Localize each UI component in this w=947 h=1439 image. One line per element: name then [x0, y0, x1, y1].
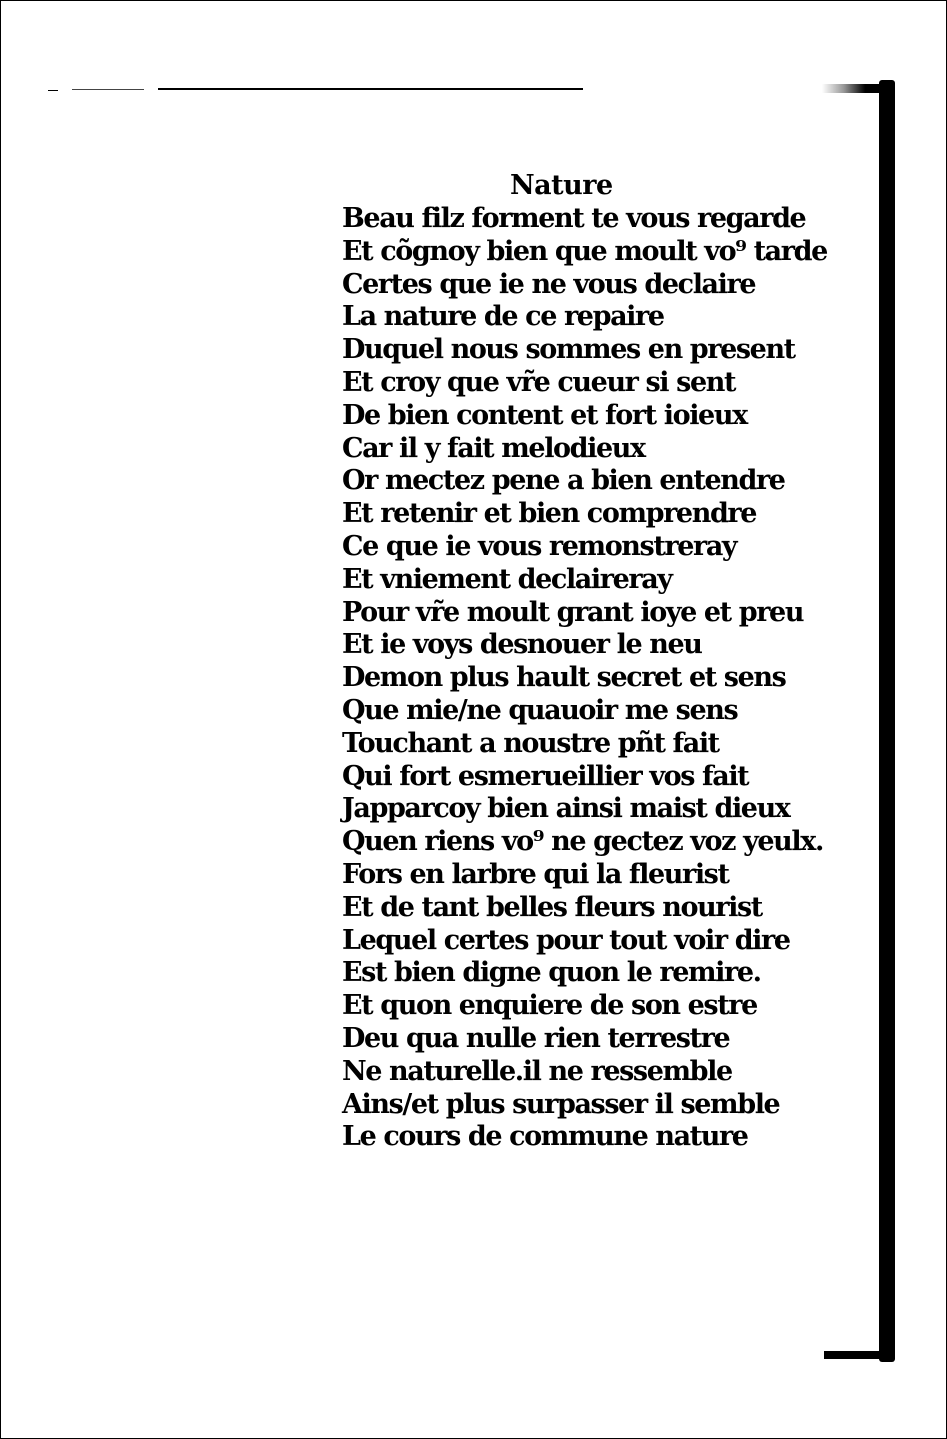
verse-line: Et ie voys desnouer le neu — [342, 629, 702, 661]
verse-line: Et retenir et bien comprendre — [342, 498, 757, 530]
verse-line: Que mie/ne quauoir me sens — [342, 694, 738, 726]
verse-line: Et croy que vr̃e cueur si sent — [342, 366, 736, 398]
verse-line: Le cours de commune nature — [342, 1121, 748, 1153]
page-heading: Nature — [510, 170, 613, 201]
verse-line: Beau filz forment te vous regarde — [342, 203, 806, 234]
verse-line: Certes que ie ne vous declaire — [342, 268, 756, 300]
verse-line: La nature de ce repaire — [342, 301, 664, 333]
verse-line: Ne naturelle.il ne ressemble — [342, 1055, 732, 1087]
verse-line: Et cõgnoy bien que moult vo⁹ tarde — [342, 235, 827, 267]
verse-line: Fors en larbre qui la fleurist — [342, 858, 729, 890]
binding-corner-bottom — [824, 1351, 894, 1359]
verse-line: Quen riens vo⁹ ne gectez voz yeulx. — [342, 826, 823, 858]
verse-line: De bien content et fort ioieux — [342, 399, 747, 431]
verse-text — [342, 203, 827, 1154]
top-rule — [158, 88, 583, 90]
verse-line: Est bien digne quon le remire. — [342, 957, 761, 989]
verse-line: Lequel certes pour tout voir dire — [342, 924, 790, 956]
verse-line: Pour vr̃e moult grant ioye et preu — [342, 596, 804, 628]
verse-line: Demon plus hault secret et sens — [342, 662, 786, 694]
verse-line: Touchant a noustre pñt fait — [342, 727, 719, 759]
top-rule-fragment — [48, 90, 58, 91]
verse-line: Qui fort esmerueillier vos fait — [342, 760, 749, 792]
page-edge-binding — [879, 80, 895, 1362]
verse-line: Et quon enquiere de son estre — [342, 990, 757, 1022]
verse-line: Ce que ie vous remonstreray — [342, 530, 737, 562]
verse-line: Car il y fait melodieux — [342, 432, 645, 464]
verse-line: Deu qua nulle rien terrestre — [342, 1022, 730, 1054]
top-rule-fragment — [72, 89, 144, 90]
verse-line: Ains/et plus surpasser il semble — [342, 1088, 780, 1120]
verse-line: Japparcoy bien ainsi maist dieux — [342, 793, 790, 825]
verse-line: Or mectez pene a bien entendre — [342, 465, 785, 497]
verse-line: Et de tant belles fleurs nourist — [342, 891, 762, 923]
verse-line: Et vniement declaireray — [342, 563, 672, 595]
verse-line: Duquel nous sommes en present — [342, 334, 795, 366]
